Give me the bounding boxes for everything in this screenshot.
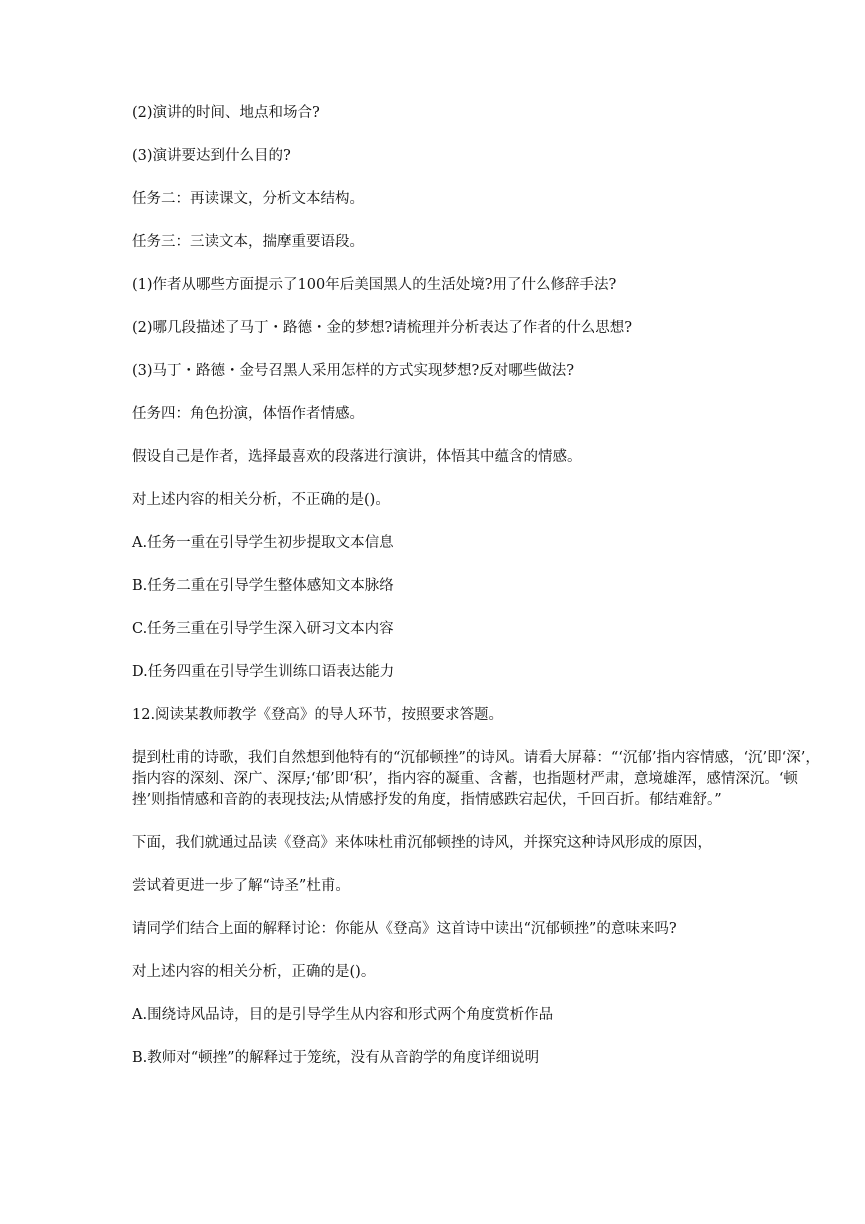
- paragraph: 任务三：三读文本，揣摩重要语段。: [132, 234, 364, 250]
- paragraph: (2)演讲的时间、地点和场合?: [132, 105, 320, 121]
- question-stem: 对上述内容的相关分析，不正确的是()。: [132, 492, 390, 508]
- paragraph: 任务四：角色扮演，体悟作者情感。: [132, 406, 364, 422]
- option-a: A.围绕诗风品诗，目的是引导学生从内容和形式两个角度赏析作品: [132, 1007, 554, 1023]
- paragraph: (3)演讲要达到什么目的?: [132, 148, 291, 164]
- paragraph: 假设自己是作者，选择最喜欢的段落进行演讲，体悟其中蕴含的情感。: [132, 449, 582, 465]
- paragraph: (1)作者从哪些方面提示了100年后美国黑人的生活处境?用了什么修辞手法?: [132, 277, 617, 293]
- question-stem: 对上述内容的相关分析，正确的是()。: [132, 964, 376, 980]
- paragraph: 提到杜甫的诗歌，我们自然想到他特有的“沉郁顿挫”的诗风。请看大屏幕：“‘沉郁’指内容情感，‘沉’即‘深’，指内容的深刻、深广、深厚;‘郁’即‘积’，指内容的凝重、含蓄，也指题材严肃，意境雄浑，感情深沉。‘顿挫’则指情感和音韵的表现技法;从情感抒发的角度，指情感跌宕起伏，千回百折。郁结难舒。”: [132, 750, 820, 808]
- paragraph: 任务二：再读课文，分析文本结构。: [132, 191, 364, 207]
- option-b: B.教师对“顿挫”的解释过于笼统，没有从音韵学的角度详细说明: [132, 1050, 540, 1066]
- option-d: D.任务四重在引导学生训练口语表达能力: [132, 664, 395, 680]
- paragraph: (2)哪几段描述了马丁・路德・金的梦想?请梳理并分析表达了作者的什么思想?: [132, 320, 633, 336]
- option-a: A.任务一重在引导学生初步提取文本信息: [132, 535, 394, 551]
- option-b: B.任务二重在引导学生整体感知文本脉络: [132, 578, 394, 594]
- paragraph: (3)马丁・路德・金号召黑人采用怎样的方式实现梦想?反对哪些做法?: [132, 363, 575, 379]
- option-c: C.任务三重在引导学生深入研习文本内容: [132, 621, 394, 637]
- paragraph: 尝试着更进一步了解“诗圣”杜甫。: [132, 878, 350, 894]
- paragraph: 下面，我们就通过品读《登高》来体味杜甫沉郁顿挫的诗风，并探究这种诗风形成的原因，: [132, 835, 712, 851]
- question-title: 12.阅读某教师教学《登高》的导人环节，按照要求答题。: [132, 707, 504, 723]
- paragraph: 请同学们结合上面的解释讨论：你能从《登高》这首诗中读出“沉郁顿挫”的意味来吗?: [132, 921, 677, 937]
